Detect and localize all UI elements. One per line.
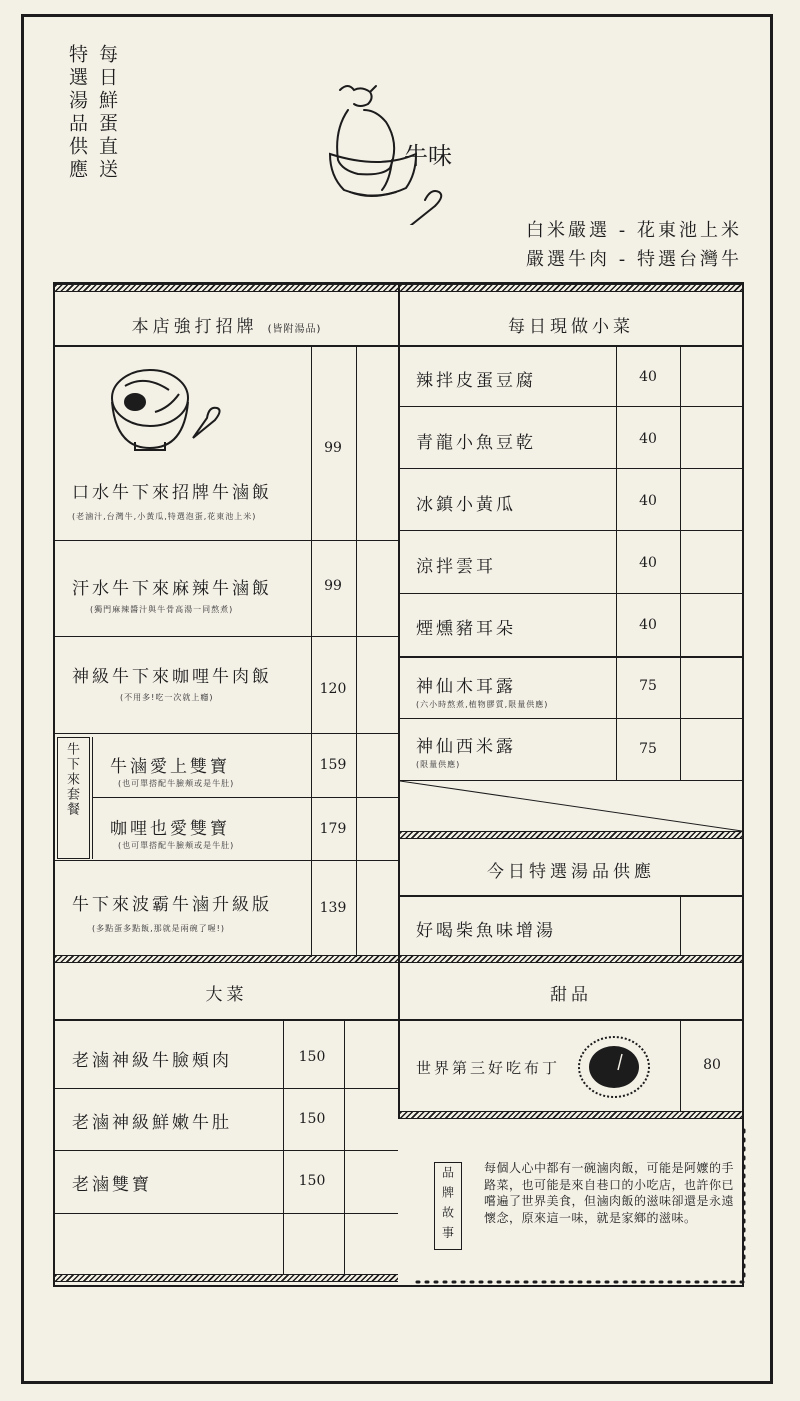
item-name: 涼拌雲耳 [416, 557, 496, 577]
item-name: 冰鎮小黃瓜 [416, 495, 516, 515]
rule [400, 468, 742, 469]
rule [55, 1213, 398, 1214]
rule [400, 656, 742, 658]
item-name: 青龍小魚豆乾 [416, 433, 536, 453]
item-name: 老滷雙寶 [72, 1175, 152, 1195]
item-price: 99 [324, 578, 342, 594]
rule [400, 895, 742, 897]
rule [55, 636, 398, 637]
mid-hatch [55, 955, 742, 963]
item-price: 150 [298, 1173, 326, 1189]
rule [400, 406, 742, 407]
item-name: 辣拌皮蛋豆腐 [416, 371, 536, 391]
item-price: 40 [639, 431, 657, 447]
side-text-fresh-eggs: 每日鮮蛋直送 [96, 44, 118, 182]
combo-label: 牛下來套餐 [64, 742, 79, 817]
dotted-border [400, 1125, 750, 1290]
item-price: 40 [639, 617, 657, 633]
rule [55, 540, 398, 541]
rice-bowl-illustration [105, 362, 235, 462]
item-note: (不用多!吃一次就上癮) [120, 693, 214, 702]
rule [344, 1021, 345, 1274]
brand-story-text: 每個人心中都有一碗滷肉飯，可能是阿嬤的手路菜，也可能是來自巷口的小吃店，也許你已嚐遍了世界美食，但滷肉飯的滋味卻還是永遠懷念，原來這一味，就是家鄉的滋味。 [484, 1161, 735, 1225]
item-price: 150 [298, 1049, 326, 1065]
rule [400, 718, 742, 719]
rule [400, 530, 742, 531]
rule [55, 1088, 398, 1089]
item-note: (六小時熬煮,植物膠質,限量供應) [416, 700, 549, 709]
dessert-title: 甜品 [550, 985, 592, 1005]
price-col-line [311, 347, 312, 957]
signature-title-text: 本店強打招牌 [131, 317, 258, 337]
signature-title [55, 312, 398, 337]
soup-item: 好喝柴魚味增湯 [416, 921, 556, 941]
rule [680, 347, 681, 781]
item-name: 煙燻豬耳朵 [416, 619, 516, 639]
sides-title: 每日現做小菜 [508, 317, 634, 337]
item-note: (多點蛋多點飯,那就是兩碗了喔!) [92, 924, 225, 933]
slogan-beef: 嚴選牛肉 - 特選台灣牛 [526, 249, 742, 270]
brand-story-label: 品牌故事 [434, 1162, 462, 1250]
rule [283, 1021, 284, 1274]
rule [680, 1021, 681, 1111]
logo-text: 牛味 [404, 142, 452, 170]
item-name: 汗水牛下來麻辣牛滷飯 [72, 579, 272, 599]
item-note: (限量供應) [416, 760, 461, 769]
rule [616, 347, 617, 781]
extra-col-line [356, 347, 357, 957]
item-name: 老滷神級牛臉頰肉 [72, 1051, 232, 1071]
slogan-rice: 白米嚴選 - 花東池上米 [526, 220, 742, 241]
rule [680, 897, 681, 955]
rule [55, 733, 398, 734]
rule [400, 593, 742, 594]
item-price: 150 [298, 1111, 326, 1127]
rule [92, 797, 398, 798]
item-name: 牛滷愛上雙寶 [110, 757, 230, 777]
dessert-hatch [400, 1111, 742, 1119]
rule [92, 737, 93, 859]
item-name: 神仙西米露 [416, 737, 516, 757]
rule [400, 345, 742, 347]
soup-title: 今日特選湯品供應 [487, 862, 655, 882]
item-name: 老滷神級鮮嫩牛肚 [72, 1113, 232, 1133]
empty-cell-diagonal [400, 781, 742, 831]
item-price: 40 [639, 369, 657, 385]
item-note: (老滷汁,台灣牛,小黃瓜,特選泡蛋,花東池上米) [72, 512, 257, 521]
item-price: 120 [319, 681, 347, 697]
item-name: 口水牛下來招牌牛滷飯 [72, 483, 272, 503]
item-price: 75 [639, 678, 657, 694]
signature-subtitle: (皆附湯品) [267, 324, 322, 335]
item-price: 40 [639, 555, 657, 571]
rule [55, 860, 398, 861]
item-price: 99 [324, 440, 342, 456]
item-price: 179 [319, 821, 347, 837]
rule [55, 1150, 398, 1151]
rule [55, 345, 398, 347]
pudding-illustration [576, 1034, 652, 1100]
item-name: 牛下來波霸牛滷升級版 [72, 895, 272, 915]
rule [400, 1019, 742, 1021]
item-note: (也可單搭配牛臉頰或是牛肚) [118, 779, 235, 788]
item-note: (也可單搭配牛臉頰或是牛肚) [118, 841, 235, 850]
cow-logo-illustration [320, 80, 480, 225]
item-name: 神仙木耳露 [416, 677, 516, 697]
item-name: 咖哩也愛雙寶 [110, 819, 230, 839]
item-price: 40 [639, 493, 657, 509]
rule [55, 1019, 398, 1021]
item-name: 神級牛下來咖哩牛肉飯 [72, 667, 272, 687]
item-price: 139 [319, 900, 347, 916]
dessert-item: 世界第三好吃布丁 [416, 1059, 561, 1077]
mains-title: 大菜 [205, 985, 248, 1005]
item-note: (獨門麻辣醬汁與牛骨高湯一同熬煮) [90, 605, 234, 614]
item-price: 159 [319, 757, 347, 773]
right-hatch [400, 831, 742, 839]
dessert-price: 80 [703, 1057, 721, 1073]
item-price: 75 [639, 741, 657, 757]
side-text-soup: 特選湯品供應 [66, 44, 88, 182]
bottom-hatch [55, 1274, 398, 1282]
